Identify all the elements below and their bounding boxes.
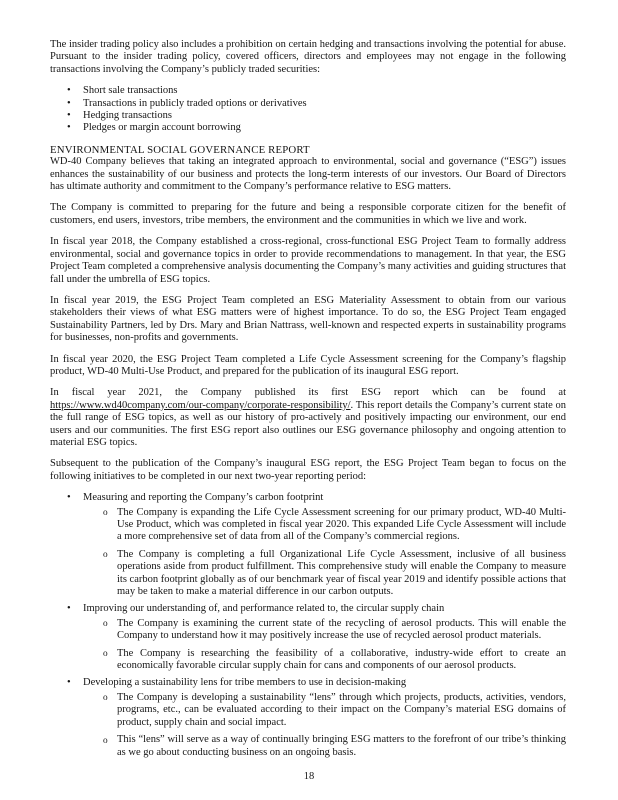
initiative-sub-text: The Company is examining the current state of the recycling of aerosol products. This will enable the Company to understand how it may positively increase the use of recycled aerosol product materials. [117, 617, 566, 642]
initiative-sub-text: This “lens” will serve as a way of continually bringing ESG matters to the forefront of our tribe’s thinking as we go about conducting business on an ongoing basis. [117, 734, 566, 758]
page-number: 18 [303, 771, 315, 782]
circle-bullet-icon: o [103, 619, 108, 630]
initiative-circular-supply-chain [50, 603, 566, 615]
initiative-sub-item [50, 734, 566, 759]
initiative-carbon-footprint [50, 492, 566, 504]
fy2018-paragraph: In fiscal year 2018, the Company established a cross-regional, cross-functional ESG Project Team to formally address environmental, social and governance topics in order to provide recommendations to management. In that year, the ESG Project Team completed a comprehensive analysis documenting the Company’s many activities and guiding structures that fall under the umbrella of ESG topics. [50, 236, 566, 285]
fy2020-paragraph: In fiscal year 2020, the ESG Project Team completed a Life Cycle Assessment screening for the Company’s flagship product, WD-40 Multi-Use Product, and prepared for the publication of its inaugural ESG report. [50, 353, 566, 377]
fy2021-text-post: . This report details the Company’s current state on the full range of ESG topics, as well as our history of pro-actively and positively impacting our environment, our end users and our communities. The first ESG report also outlines our ESG governance philosophy and ongoing attention to material ESG topics. [50, 399, 566, 448]
fy2021-paragraph [50, 387, 566, 449]
fy2021-text-pre: In fiscal year 2021, the Company published its first ESG report which can be found at [50, 387, 566, 399]
bullet-icon: • [67, 603, 71, 615]
initiative-label: Measuring and reporting the Company’s carbon footprint [83, 492, 324, 504]
bullet-icon: • [67, 85, 71, 97]
circle-bullet-icon: o [103, 508, 108, 519]
initiative-sub-item [50, 618, 566, 643]
esg-intro-paragraph: WD-40 Company believes that taking an integrated approach to environmental, social and governance (“ESG”) issues enhances the sustainability of our business and protects the long-term interests of our investors. Our Board of Directors has ultimate authority and commitment to the Company’s performance relative to ESG matters. [50, 156, 566, 193]
list-item [50, 122, 566, 134]
circle-bullet-icon: o [103, 649, 108, 660]
insider-trading-paragraph: The insider trading policy also includes a prohibition on certain hedging and transactions involving the potential for abuse. Pursuant to the insider trading policy, covered officers, directors and employees may not engage in the following transactions involving the Company’s publicly traded securities: [50, 39, 566, 75]
list-item [50, 85, 566, 97]
initiative-sub-item [50, 648, 566, 673]
initiative-sub-item [50, 507, 566, 544]
list-item-text: Hedging transactions [83, 110, 172, 122]
circle-bullet-icon: o [103, 550, 108, 561]
initiative-sub-text: The Company is completing a full Organizational Life Cycle Assessment, inclusive of all business operations aside from product fulfillment. This comprehensive study will enable the Company to measure its carbon footprint globally as of our benchmark year of fiscal year 2019 and identify possible actions that may be taken to make a material difference in our carbon outputs. [117, 548, 566, 598]
list-item-text: Pledges or margin account borrowing [83, 122, 241, 134]
bullet-icon: • [67, 492, 71, 504]
initiative-sub-item [50, 549, 566, 599]
bullet-icon: • [67, 110, 71, 122]
list-item-text: Transactions in publicly traded options or derivatives [83, 97, 307, 109]
circle-bullet-icon: o [103, 693, 108, 704]
initiative-sub-text: The Company is researching the feasibility of a collaborative, industry-wide effort to create an economically favorable circular supply chain for cans and components of our aerosol products. [117, 647, 566, 672]
subsequent-paragraph: Subsequent to the publication of the Company’s inaugural ESG report, the ESG Project Team began to focus on the following initiatives to be completed in our next two-year reporting period: [50, 458, 566, 482]
initiative-label: Developing a sustainability lens for tribe members to use in decision-making [83, 677, 407, 689]
initiative-label: Improving our understanding of, and performance related to, the circular supply chain [83, 603, 445, 615]
initiative-sub-text: The Company is expanding the Life Cycle Assessment screening for our primary product, WD-40 Multi-Use Product, which was completed in fiscal year 2020. This expanded Life Cycle Assessment will include a more comprehensive set of data from all of the Company’s commercial regions. [117, 506, 566, 543]
list-item [50, 110, 566, 122]
list-item [50, 98, 566, 110]
circle-bullet-icon: o [103, 735, 108, 746]
initiative-sub-text: The Company is developing a sustainability “lens” through which projects, products, activities, vendors, programs, etc., can be evaluated according to their impact on the Company’s material ESG domains of product, supply chain and social impact. [117, 691, 566, 728]
bullet-icon: • [67, 97, 71, 109]
commitment-paragraph: The Company is committed to preparing for the future and being a responsible corporate citizen for the benefit of customers, end users, investors, tribe members, the environment and the communities in which we live and work. [50, 202, 566, 226]
list-item-text: Short sale transactions [83, 85, 178, 97]
initiative-sustainability-lens [50, 677, 566, 689]
esg-report-link[interactable]: https://www.wd40company.com/our-company/corporate-responsibility/ [50, 399, 351, 411]
bullet-icon: • [67, 122, 71, 134]
initiative-sub-item [50, 692, 566, 729]
fy2019-paragraph: In fiscal year 2019, the ESG Project Team completed an ESG Materiality Assessment to obtain from our various stakeholders their views of what ESG matters were of highest importance. To do so, the ESG Project Team engaged Sustainability Partners, led by Drs. Mary and Brian Nattrass, well-known and respected experts in sustainability programs for businesses, non-profits and governments. [50, 294, 566, 344]
esg-section-heading: ENVIRONMENTAL SOCIAL GOVERNANCE REPORT [50, 143, 310, 156]
initiatives-list [50, 492, 566, 759]
prohibited-transactions-list [50, 85, 566, 135]
bullet-icon: • [67, 677, 71, 689]
